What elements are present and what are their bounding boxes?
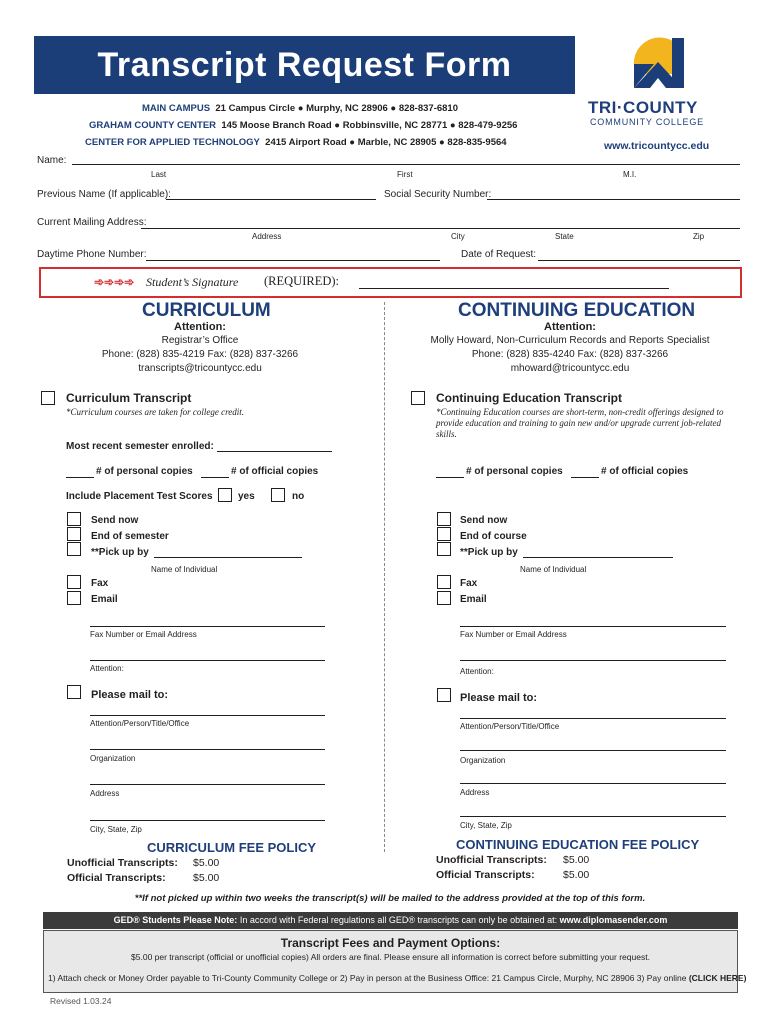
- curriculum-address-field[interactable]: [90, 784, 325, 785]
- curriculum-fax-email-field[interactable]: [90, 626, 325, 627]
- ce-mail-field-label: Attention/Person/Title/Office: [460, 722, 560, 731]
- ce-fee-heading: CONTINUING EDUCATION FEE POLICY: [456, 837, 700, 852]
- ce-email-checkbox[interactable]: [437, 591, 451, 605]
- name-label: Name:: [37, 155, 67, 166]
- form-title: Transcript Request Form: [34, 36, 575, 94]
- curriculum-end-semester-checkbox[interactable]: [67, 527, 81, 541]
- curriculum-official-copies-field[interactable]: [201, 477, 229, 478]
- ce-organization-label: Organization: [460, 756, 506, 765]
- curriculum-mail-field-label: Attention/Person/Title/Office: [90, 719, 190, 728]
- curriculum-city-field[interactable]: [90, 820, 325, 821]
- curriculum-phone: Phone: (828) 835-4219 Fax: (828) 837-3266: [101, 349, 299, 360]
- ce-note: *Continuing Education courses are short-term, non-credit offerings designed to provide education and training to gain new and/or upgrade current job-related skills.: [436, 407, 724, 439]
- ce-transcript-label: Continuing Education Transcript: [436, 391, 622, 405]
- ce-pickup-label: **Pick up by: [460, 547, 518, 558]
- ce-end-course-checkbox[interactable]: [437, 527, 451, 541]
- ce-personal-copies-label: # of personal copies: [466, 466, 563, 477]
- ce-mail-attention-field[interactable]: [460, 718, 726, 719]
- prev-name-field[interactable]: [166, 199, 376, 200]
- address-sub-zip: Zip: [693, 232, 705, 241]
- address-sub-state: State: [555, 232, 574, 241]
- curriculum-address-label: Address: [90, 789, 120, 798]
- campus-main: MAIN CAMPUS 21 Campus Circle ● Murphy, NC 28906 ● 828-837-6810: [142, 103, 458, 114]
- ce-heading: CONTINUING EDUCATION: [458, 300, 696, 321]
- curriculum-pickup-checkbox[interactable]: [67, 542, 81, 556]
- curriculum-pickup-label: **Pick up by: [91, 547, 149, 558]
- ce-official-fee: $5.00: [563, 869, 590, 881]
- curriculum-email-option-label: Email: [91, 594, 118, 605]
- fees-box: [43, 930, 747, 993]
- ce-attention: Attention:: [544, 321, 596, 333]
- curriculum-attention: Attention:: [174, 321, 226, 333]
- curriculum-unofficial-fee: $5.00: [193, 857, 220, 869]
- logo-line1: TRI·COUNTY: [588, 98, 698, 117]
- curriculum-fee-heading: CURRICULUM FEE POLICY: [147, 840, 316, 855]
- ce-pickup-checkbox[interactable]: [437, 542, 451, 556]
- ce-email-option-label: Email: [460, 594, 487, 605]
- ce-fax-email-label: Fax Number or Email Address: [460, 630, 567, 639]
- curriculum-attention-field[interactable]: [90, 660, 325, 661]
- curriculum-mail-attention-field[interactable]: [90, 715, 325, 716]
- curriculum-transcript-checkbox[interactable]: [41, 391, 55, 405]
- ce-transcript-checkbox[interactable]: [411, 391, 425, 405]
- signature-box: [39, 267, 742, 298]
- ce-attention-field[interactable]: [460, 660, 726, 661]
- ssn-field[interactable]: [487, 199, 740, 200]
- ce-email: mhoward@tricountycc.edu: [510, 363, 630, 374]
- ce-organization-field[interactable]: [460, 750, 726, 751]
- ce-fax-email-field[interactable]: [460, 626, 726, 627]
- curriculum-email: transcripts@tricountycc.edu: [138, 363, 262, 374]
- ce-official-copies-field[interactable]: [571, 477, 599, 478]
- placement-yes-label: yes: [238, 491, 255, 502]
- name-sub-last: Last: [151, 170, 167, 179]
- curriculum-fax-email-label: Fax Number or Email Address: [90, 630, 197, 639]
- curriculum-heading: CURRICULUM: [142, 300, 271, 321]
- phone-field[interactable]: [146, 260, 440, 261]
- ce-name-individual: Name of Individual: [520, 565, 587, 574]
- campus-graham: GRAHAM COUNTY CENTER 145 Moose Branch Road ● Robbinsville, NC 28771 ● 828-479-9256: [89, 120, 518, 131]
- ged-text: In accord with Federal regulations all GED® transcripts can only be obtained at:: [239, 915, 558, 925]
- name-sub-mi: M.I.: [623, 170, 637, 179]
- curriculum-transcript-label: Curriculum Transcript: [66, 391, 192, 405]
- signature-field[interactable]: [359, 288, 669, 289]
- placement-no-label: no: [292, 491, 305, 502]
- signature-arrows-icon: ➾➾➾➾: [94, 275, 135, 289]
- revision-date: Revised 1.03.24: [50, 996, 112, 1006]
- ged-url-link[interactable]: www.diplomasender.com: [559, 915, 668, 925]
- ce-attention-label: Attention:: [460, 667, 494, 676]
- ce-mail-checkbox[interactable]: [437, 688, 451, 702]
- ce-end-course-label: End of course: [460, 531, 527, 542]
- date-label: Date of Request:: [461, 249, 537, 260]
- pickup-note: **If not picked up within two weeks the transcript(s) will be mailed to the address provided at the top of this form.: [134, 893, 646, 904]
- ce-phone: Phone: (828) 835-4240 Fax: (828) 837-3266: [471, 349, 669, 360]
- address-sub-address: Address: [252, 232, 282, 241]
- name-field[interactable]: [72, 164, 740, 165]
- curriculum-end-semester-label: End of semester: [91, 531, 169, 542]
- campus-applied-tech: CENTER FOR APPLIED TECHNOLOGY 2415 Airport Road ● Marble, NC 28905 ● 828-835-9564: [85, 137, 507, 148]
- curriculum-personal-copies-label: # of personal copies: [96, 466, 193, 477]
- curriculum-send-now-checkbox[interactable]: [67, 512, 81, 526]
- signature-required: (REQUIRED):: [264, 274, 339, 288]
- ce-send-now-checkbox[interactable]: [437, 512, 451, 526]
- curriculum-office: Registrar’s Office: [161, 335, 239, 346]
- signature-label: Student’s Signature: [146, 275, 239, 289]
- fees-line: $5.00 per transcript (official or unofficial copies) All orders are final. Please ensure all information is correct before submitting your request.: [131, 952, 650, 962]
- curriculum-fax-checkbox[interactable]: [67, 575, 81, 589]
- pay-online-link[interactable]: (CLICK HERE): [688, 973, 747, 983]
- ged-notice: [43, 912, 738, 929]
- curriculum-city-label: City, State, Zip: [90, 825, 142, 834]
- ce-fax-label: Fax: [460, 578, 478, 589]
- website-link[interactable]: www.tricountycc.edu: [604, 140, 710, 152]
- ce-city-label: City, State, Zip: [460, 821, 512, 830]
- ssn-label: Social Security Number:: [384, 189, 492, 200]
- curriculum-personal-copies-field[interactable]: [66, 477, 94, 478]
- curriculum-organization-label: Organization: [90, 754, 136, 763]
- placement-no-checkbox[interactable]: [271, 488, 285, 502]
- ce-city-field[interactable]: [460, 816, 726, 817]
- curriculum-note: *Curriculum courses are taken for college credit.: [66, 407, 245, 417]
- curriculum-organization-field[interactable]: [90, 749, 325, 750]
- semester-field[interactable]: [217, 451, 332, 452]
- curriculum-official-fee: $5.00: [193, 872, 220, 884]
- curriculum-mail-label: Please mail to:: [91, 689, 169, 701]
- column-divider: [384, 302, 385, 852]
- fees-heading: Transcript Fees and Payment Options:: [280, 936, 501, 950]
- ce-unofficial-fee: $5.00: [563, 854, 590, 866]
- placement-label: Include Placement Test Scores: [66, 491, 213, 502]
- ce-pickup-field[interactable]: [523, 557, 673, 558]
- curriculum-official-label: Official Transcripts:: [67, 872, 166, 884]
- logo-line2: COMMUNITY COLLEGE: [590, 117, 704, 127]
- semester-label: Most recent semester enrolled:: [66, 441, 214, 452]
- ce-office: Molly Howard, Non-Curriculum Records and Reports Specialist: [430, 335, 710, 346]
- curriculum-attention-label: Attention:: [90, 664, 124, 673]
- curriculum-email-checkbox[interactable]: [67, 591, 81, 605]
- curriculum-official-copies-label: # of official copies: [231, 466, 319, 477]
- payment-options-text: 1) Attach check or Money Order payable to Tri-County Community College or 2) Pay in person at the Business Office: 21 Campus Circle, Murphy, NC 28906 3) Pay online: [48, 973, 687, 983]
- phone-label: Daytime Phone Number:: [37, 249, 147, 260]
- placement-yes-checkbox[interactable]: [218, 488, 232, 502]
- ce-address-field[interactable]: [460, 783, 726, 784]
- curriculum-name-individual: Name of Individual: [151, 565, 218, 574]
- payment-options: [48, 973, 747, 983]
- curriculum-send-now-label: Send now: [91, 515, 139, 526]
- ce-send-now-label: Send now: [460, 515, 508, 526]
- ce-personal-copies-field[interactable]: [436, 477, 464, 478]
- ce-mail-label: Please mail to:: [460, 692, 538, 704]
- ce-official-copies-label: # of official copies: [601, 466, 689, 477]
- address-field[interactable]: [141, 228, 740, 229]
- curriculum-unofficial-label: Unofficial Transcripts:: [67, 857, 178, 869]
- ce-address-label: Address: [460, 788, 490, 797]
- ged-prefix: GED® Students Please Note:: [113, 915, 238, 925]
- college-logo-icon: [630, 34, 686, 90]
- ce-official-label: Official Transcripts:: [436, 869, 535, 881]
- curriculum-pickup-field[interactable]: [154, 557, 302, 558]
- date-field[interactable]: [538, 260, 740, 261]
- prev-name-label: Previous Name (If applicable):: [37, 189, 171, 200]
- name-sub-first: First: [397, 170, 413, 179]
- address-label: Current Mailing Address:: [37, 217, 147, 228]
- ce-fax-checkbox[interactable]: [437, 575, 451, 589]
- curriculum-mail-checkbox[interactable]: [67, 685, 81, 699]
- ce-unofficial-label: Unofficial Transcripts:: [436, 854, 547, 866]
- address-sub-city: City: [451, 232, 465, 241]
- curriculum-fax-label: Fax: [91, 578, 109, 589]
